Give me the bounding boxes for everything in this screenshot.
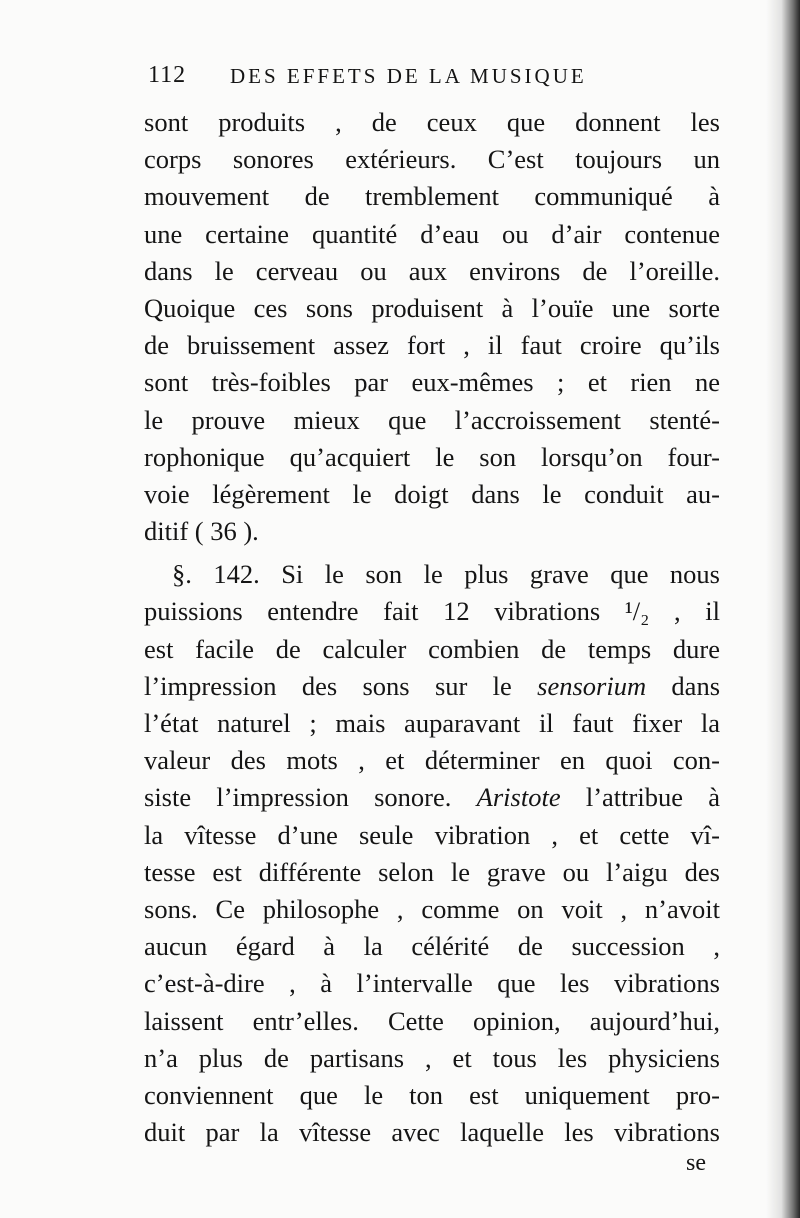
page-number: 112 (148, 62, 187, 88)
text-line: voie légèrement le doigt dans le conduit au- (144, 478, 720, 509)
text-line: le prouve mieux que l’accroissement stenté- (144, 404, 720, 435)
italic-term-sensorium: sensorium (537, 670, 647, 701)
running-head: DES EFFETS DE LA MUSIQUE (230, 64, 587, 88)
text-line: valeur des mots , et déterminer en quoi con- (144, 745, 720, 776)
paragraph-1 (144, 104, 720, 550)
text-line: une certaine quantité d’eau ou d’air contenue (144, 218, 720, 249)
text-line: laissent entr’elles. Cette opinion, aujourd’hui, (144, 1005, 720, 1036)
text-line: mouvement de tremblement communiqué à (144, 181, 720, 212)
page-spine-shadow (766, 0, 800, 1218)
text-line: tesse est différente selon le grave ou l’aigu des (144, 856, 720, 887)
text-line: sont produits , de ceux que donnent les (144, 107, 720, 137)
text-line: l’état naturel ; mais auparavant il faut fixer la (144, 708, 720, 738)
text-segment: dans (646, 670, 721, 701)
section-142-line: §. 142. Si le son le plus grave que nous (172, 559, 720, 590)
text-line: rophonique qu’acquiert le son lorsqu’on four- (144, 441, 720, 472)
catchword: se (686, 1150, 706, 1176)
text-line: aucun égard à la célérité de succession , (144, 931, 720, 962)
body-text (144, 104, 720, 1151)
text-line: sons. Ce philosophe , comme on voit , n’avoit (144, 893, 720, 924)
text-line: c’est-à-dire , à l’intervalle que les vibrations (144, 968, 720, 999)
text-line: duit par la vîtesse avec laquelle les vibrations (144, 1117, 720, 1148)
text-line: est facile de calculer combien de temps dure (144, 633, 720, 664)
text-line: n’a plus de partisans , et tous les physiciens (144, 1042, 720, 1073)
text-line: dans le cerveau ou aux environs de l’oreille. (144, 255, 720, 286)
text-line: puissions entendre fait 12 vibrations ¹/₂ , il (144, 596, 720, 627)
text-line (144, 779, 720, 816)
text-line: de bruissement assez fort , il faut croire qu’ils (144, 330, 720, 361)
text-segment: siste l’impression sonore. (144, 782, 477, 813)
text-line: Quoique ces sons produisent à l’ouïe une sorte (144, 292, 720, 323)
text-line: ditif ( 36 ). (144, 516, 259, 547)
text-line: sont très-foibles par eux-mêmes ; et rien ne (144, 367, 720, 398)
italic-name-aristote: Aristote (476, 782, 561, 813)
page-header (148, 62, 708, 96)
text-line: corps sonores extérieurs. C’est toujours un (144, 144, 720, 175)
text-line: conviennent que le ton est uniquement pro- (144, 1079, 720, 1110)
text-segment: l’impression des sons sur le (144, 670, 538, 701)
text-line (144, 668, 720, 705)
text-line: la vîtesse d’une seule vibration , et cette vî- (144, 819, 720, 850)
text-segment: l’attribue à (560, 782, 721, 813)
paragraph-2 (144, 556, 720, 1151)
